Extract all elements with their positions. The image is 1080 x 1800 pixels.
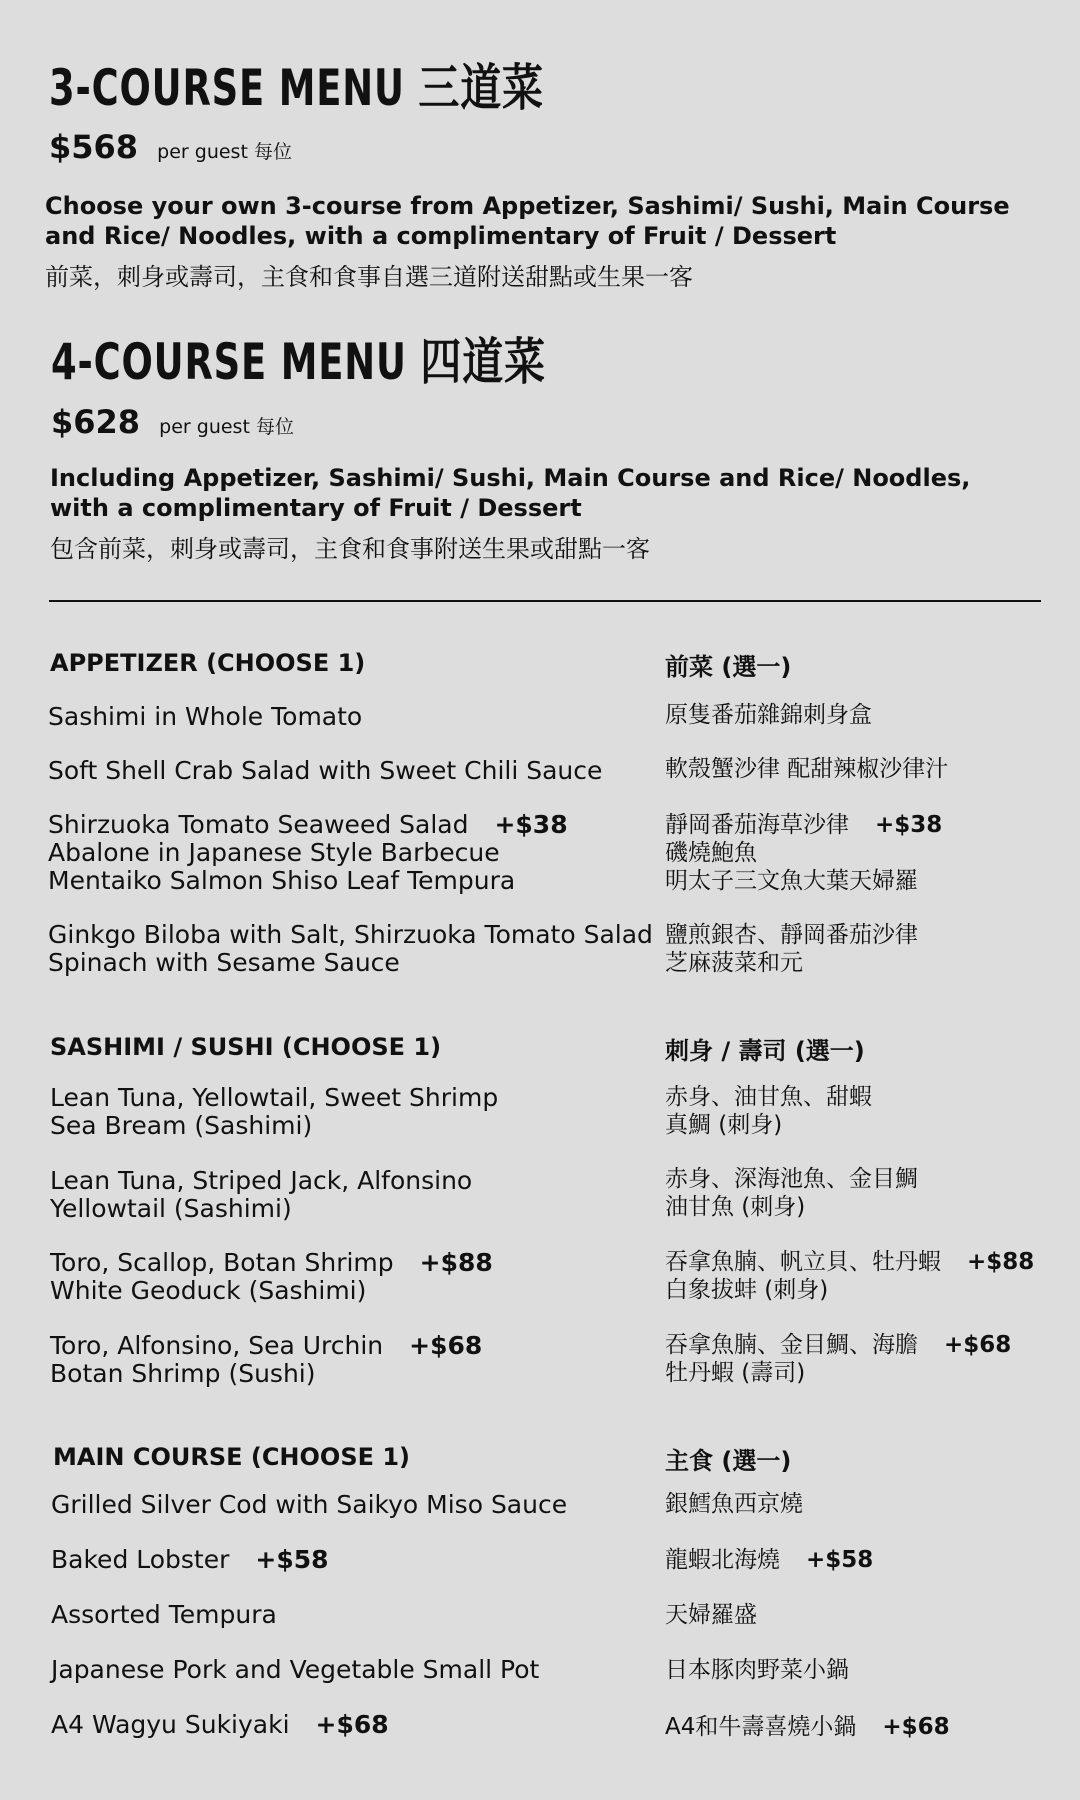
surcharge: +$38	[494, 810, 568, 839]
main-course-item-zh: 日本豚肉野菜小鍋	[665, 1657, 849, 1683]
appetizer-item-en: Soft Shell Crab Salad with Sweet Chili Sauce	[48, 756, 603, 785]
appetizer-heading-zh: 前菜 (選一)	[665, 653, 792, 681]
surcharge: +$68	[944, 1332, 1012, 1358]
divider	[49, 600, 1041, 602]
main-course-item-zh: 龍蝦北海燒 +$58	[665, 1547, 874, 1573]
main-course-item-zh: A4和牛壽喜燒小鍋 +$68	[665, 1714, 950, 1740]
appetizer-item-zh: 鹽煎銀杏、靜岡番茄沙律 芝麻菠菜和元	[665, 922, 918, 976]
four-course-description-zh: 包含前菜，刺身或壽司，主食和食事附送生果或甜點一客	[50, 535, 650, 563]
sashimi-heading: SASHIMI / SUSHI (CHOOSE 1)	[50, 1033, 442, 1061]
appetizer-item-en: Sashimi in Whole Tomato	[48, 702, 363, 731]
appetizer-item-zh: 軟殼蟹沙律 配甜辣椒沙律汁	[665, 756, 949, 782]
main-course-item-en: Grilled Silver Cod with Saikyo Miso Sauce	[51, 1490, 568, 1519]
appetizer-item-zh: 靜岡番茄海草沙律 +$38 磯燒鮑魚 明太子三文魚大葉天婦羅	[665, 812, 943, 894]
sashimi-item-en: Toro, Scallop, Botan Shrimp +$88 White Geoduck (Sashimi)	[50, 1248, 493, 1305]
surcharge: +$68	[315, 1710, 389, 1739]
three-course-title: 3-COURSE MENU 三道菜	[49, 59, 544, 117]
main-course-item-en: Baked Lobster +$58	[51, 1545, 329, 1574]
main-course-heading: MAIN COURSE (CHOOSE 1)	[53, 1443, 411, 1471]
four-course-title: 4-COURSE MENU 四道菜	[51, 333, 546, 391]
main-course-item-en: Assorted Tempura	[51, 1600, 277, 1629]
sashimi-item-zh: 吞拿魚腩、金目鯛、海膽 +$68 牡丹蝦 (壽司)	[665, 1332, 1012, 1386]
surcharge: +$38	[875, 812, 943, 838]
sashimi-item-en: Lean Tuna, Striped Jack, Alfonsino Yellowtail (Sashimi)	[50, 1166, 473, 1223]
four-course-description: Including Appetizer, Sashimi/ Sushi, Main Course and Rice/ Noodles, with a complimentary of Fruit / Dessert	[50, 464, 971, 522]
surcharge: +$88	[967, 1249, 1035, 1275]
main-course-item-en: A4 Wagyu Sukiyaki +$68	[51, 1710, 389, 1739]
sashimi-item-zh: 赤身、深海池魚、金目鯛 油甘魚 (刺身)	[665, 1166, 918, 1220]
surcharge: +$68	[882, 1714, 950, 1740]
surcharge: +$68	[409, 1331, 483, 1360]
surcharge: +$58	[806, 1547, 874, 1573]
main-course-item-en: Japanese Pork and Vegetable Small Pot	[51, 1655, 540, 1684]
appetizer-heading: APPETIZER (CHOOSE 1)	[50, 649, 366, 677]
sashimi-item-en: Lean Tuna, Yellowtail, Sweet Shrimp Sea Bream (Sashimi)	[50, 1083, 499, 1140]
three-course-description: Choose your own 3-course from Appetizer, Sashimi/ Sushi, Main Course and Rice/ Noodles, with a complimentary of Fruit / Dessert	[45, 192, 1010, 250]
four-course-price-row	[51, 403, 294, 441]
sashimi-heading-zh: 刺身 / 壽司 (選一)	[665, 1037, 865, 1065]
sashimi-item-zh: 赤身、油甘魚、甜蝦 真鯛 (刺身)	[665, 1084, 872, 1138]
main-course-item-zh: 天婦羅盛	[665, 1602, 757, 1628]
main-course-heading-zh: 主食 (選一)	[665, 1447, 792, 1475]
appetizer-item-en: Ginkgo Biloba with Salt, Shirzuoka Tomato Salad Spinach with Sesame Sauce	[48, 920, 653, 977]
three-course-price: $568	[49, 128, 139, 166]
three-course-price-row	[49, 128, 292, 166]
sashimi-item-zh: 吞拿魚腩、帆立貝、牡丹蝦 +$88 白象拔蚌 (刺身)	[665, 1249, 1035, 1303]
three-course-description-zh: 前菜，刺身或壽司，主食和食事自選三道附送甜點或生果一客	[45, 263, 693, 291]
four-course-price: $628	[51, 403, 141, 441]
surcharge: +$88	[419, 1248, 493, 1277]
surcharge: +$58	[255, 1545, 329, 1574]
per-guest-label: per guest 每位	[159, 416, 294, 438]
sashimi-item-en: Toro, Alfonsino, Sea Urchin +$68 Botan Shrimp (Sushi)	[50, 1331, 483, 1388]
per-guest-label: per guest 每位	[157, 141, 292, 163]
main-course-item-zh: 銀鱈魚西京燒	[665, 1491, 803, 1517]
appetizer-item-en: Shirzuoka Tomato Seaweed Salad +$38 Abalone in Japanese Style Barbecue Mentaiko Salmon Shiso Leaf Tempura	[48, 810, 568, 895]
appetizer-item-zh: 原隻番茄雜錦刺身盒	[665, 702, 872, 728]
